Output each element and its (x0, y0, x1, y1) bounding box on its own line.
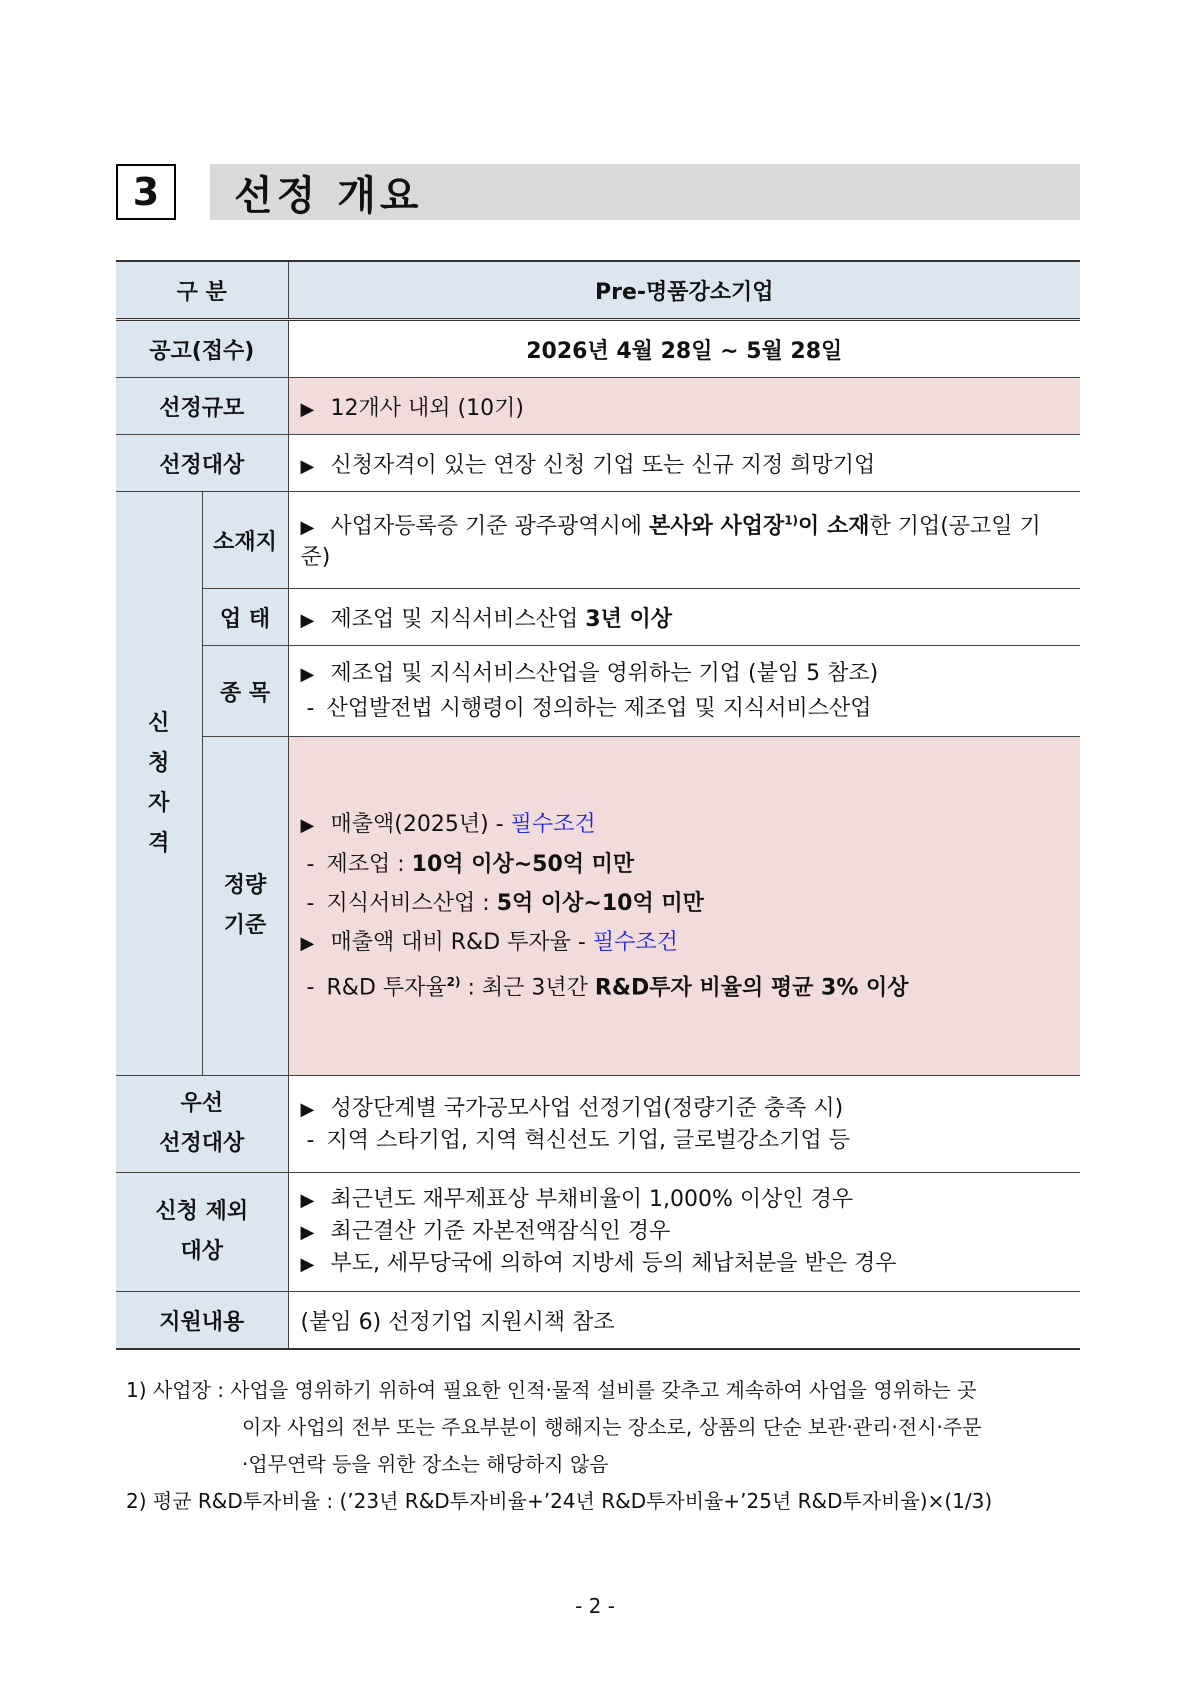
location-bold-text: 본사와 사업장 (649, 514, 785, 539)
quantitative-cell (288, 737, 1080, 1076)
announcement-label: 공고(접수) (116, 320, 288, 378)
business-type-row (116, 589, 1080, 646)
rnd-mid: : 최근 3년간 (460, 975, 595, 1001)
triangle-bullet-icon: ▶ (300, 1222, 315, 1243)
page-number: - 2 - (575, 1594, 615, 1618)
footnote-1-line: ·업무연락 등을 위한 장소는 해당하지 않음 (242, 1452, 609, 1476)
priority-cell (288, 1076, 1080, 1173)
priority-line (301, 1125, 1069, 1156)
eligibility-group-text: 신 청 자 격 (148, 710, 170, 856)
ks-label: 지식서비스산업 : (326, 890, 497, 916)
business-type-bold-text: 3년 이상 (585, 606, 673, 632)
triangle-bullet-icon: ▶ (300, 814, 315, 836)
table-header-row (116, 261, 1080, 320)
required-condition: 필수조건 (510, 811, 596, 837)
announcement-value: 2026년 4월 28일 ~ 5월 28일 (288, 320, 1080, 378)
exclusion-item (301, 1216, 1069, 1248)
support-value: (붙임 6) 선정기업 지원시책 참조 (288, 1292, 1080, 1350)
footnote-2-line: 2) 평균 R&D투자비율 : (’23년 R&D투자비율+’24년 R&D투자비율+’25년 R&D투자비율)×(1/3) (126, 1489, 993, 1513)
category-line (301, 657, 1069, 692)
category-label: 종 목 (202, 646, 288, 737)
rnd-label: R&D 투자율 (326, 975, 447, 1001)
triangle-bullet-icon: ▶ (300, 609, 315, 631)
rnd-detail-line (301, 963, 1069, 1007)
quantitative-label-text: 기준 (223, 913, 267, 938)
support-row (116, 1292, 1080, 1350)
triangle-bullet-icon: ▶ (300, 663, 315, 685)
priority-row (116, 1076, 1080, 1173)
exclusion-cell (288, 1173, 1080, 1292)
priority-label-text: 우선 (180, 1091, 224, 1116)
category-cell (288, 646, 1080, 737)
dash-bullet: - (306, 975, 315, 1001)
exclusion-label (116, 1173, 288, 1292)
mfg-label: 제조업 : (326, 851, 412, 877)
sales-line (301, 805, 1069, 845)
triangle-bullet-icon: ▶ (300, 398, 315, 420)
exclusion-text: 부도, 세무당국에 의하여 지방세 등의 체납처분을 받은 경우 (330, 1251, 897, 1276)
footnote-1-line: 1) 사업장 : 사업을 영위하기 위하여 필요한 인적·물적 설비를 갖추고 계속하여 사업을 영위하는 곳 (126, 1378, 977, 1402)
dash-bullet: - (306, 1127, 315, 1153)
rnd-line (301, 923, 1069, 963)
scale-row (116, 378, 1080, 435)
mfg-line (301, 845, 1069, 884)
target-label: 선정대상 (116, 435, 288, 492)
location-text: 한 기업(공고일 기준) (300, 514, 1041, 570)
exclusion-item (301, 1248, 1069, 1280)
section-number: 3 (116, 164, 176, 220)
location-row (116, 492, 1080, 589)
overview-table (116, 260, 1080, 1350)
exclusion-label-text: 신청 제외 (155, 1199, 249, 1224)
location-bold-text: 이 소재 (798, 514, 870, 539)
rnd-title: 매출액 대비 R&D 투자율 - (330, 929, 593, 955)
ks-value: 5억 이상~10억 미만 (496, 890, 704, 916)
location-cell (288, 492, 1080, 589)
triangle-bullet-icon: ▶ (300, 1190, 315, 1211)
target-row (116, 435, 1080, 492)
location-label: 소재지 (202, 492, 288, 589)
footnote-1-line: 이자 사업의 전부 또는 주요부분이 행해지는 장소로, 상품의 단순 보관·관리·전시·주문 (242, 1415, 982, 1439)
business-type-text: 제조업 및 지식서비스산업 (330, 606, 586, 632)
dash-bullet: - (306, 695, 315, 721)
priority-label (116, 1076, 288, 1173)
announcement-row (116, 320, 1080, 378)
business-type-cell (288, 589, 1080, 646)
location-text: 사업자등록증 기준 광주광역시에 (330, 514, 650, 539)
triangle-bullet-icon: ▶ (300, 517, 315, 538)
scale-cell (288, 378, 1080, 435)
triangle-bullet-icon: ▶ (300, 1254, 315, 1275)
business-type-label: 업 태 (202, 589, 288, 646)
required-condition: 필수조건 (592, 929, 678, 955)
exclusion-row (116, 1173, 1080, 1292)
rnd-value: R&D투자 비율의 평균 3% 이상 (594, 975, 909, 1001)
header-label: 구 분 (116, 261, 288, 320)
exclusion-label-text: 대상 (180, 1239, 224, 1264)
exclusion-text: 최근결산 기준 자본전액잠식인 경우 (330, 1219, 671, 1244)
priority-text: 지역 스타기업, 지역 혁신선도 기업, 글로벌강소기업 등 (326, 1127, 851, 1153)
support-label: 지원내용 (116, 1292, 288, 1350)
exclusion-item (301, 1184, 1069, 1216)
mfg-value: 10억 이상~50억 미만 (411, 851, 635, 877)
priority-text: 성장단계별 국가공모사업 선정기업(정량기준 충족 시) (330, 1095, 844, 1121)
quantitative-row (116, 737, 1080, 1076)
dash-bullet: - (306, 890, 315, 916)
header-value: Pre-명품강소기업 (288, 261, 1080, 320)
sales-title: 매출액(2025년) - (330, 811, 511, 837)
target-cell (288, 435, 1080, 492)
eligibility-group-label (116, 492, 202, 1076)
category-text: 산업발전법 시행령이 정의하는 제조업 및 지식서비스산업 (326, 695, 872, 721)
dash-bullet: - (306, 851, 315, 877)
scale-value: 12개사 내외 (10기) (330, 395, 524, 421)
triangle-bullet-icon: ▶ (300, 932, 315, 954)
section-title: 선정 개요 (210, 164, 1080, 220)
triangle-bullet-icon: ▶ (300, 455, 315, 477)
target-value: 신청자격이 있는 연장 신청 기업 또는 신규 지정 희망기업 (330, 452, 876, 478)
footnotes (126, 1372, 1086, 1520)
quantitative-label-text: 정량 (223, 873, 267, 898)
triangle-bullet-icon: ▶ (300, 1098, 315, 1120)
exclusion-text: 최근년도 재무제표상 부채비율이 1,000% 이상인 경우 (330, 1187, 854, 1212)
priority-line (301, 1093, 1069, 1125)
category-line (301, 692, 1069, 726)
scale-label: 선정규모 (116, 378, 288, 435)
category-text: 제조업 및 지식서비스산업을 영위하는 기업 (붙임 5 참조) (330, 660, 879, 686)
category-row (116, 646, 1080, 737)
priority-label-text: 선정대상 (159, 1131, 245, 1156)
footnote-ref: 1) (784, 513, 799, 528)
quantitative-label (202, 737, 288, 1076)
ks-line (301, 884, 1069, 923)
footnote-ref: 2) (446, 974, 461, 989)
